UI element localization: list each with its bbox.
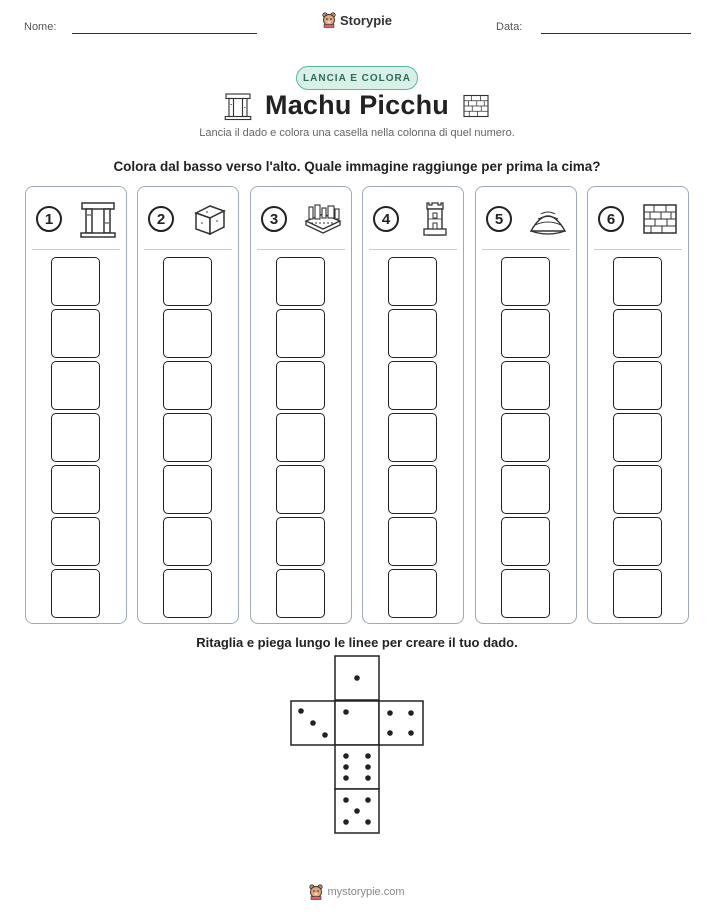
die-face-left	[291, 701, 335, 745]
color-cell[interactable]	[51, 361, 100, 410]
column-divider	[594, 249, 682, 250]
title-row	[0, 90, 714, 121]
color-cell[interactable]	[51, 569, 100, 618]
color-cell[interactable]	[51, 517, 100, 566]
color-cell[interactable]	[501, 569, 550, 618]
color-cell[interactable]	[276, 257, 325, 306]
column-divider	[369, 249, 457, 250]
column-1	[25, 186, 127, 624]
brand-logo	[0, 12, 714, 28]
color-cell[interactable]	[388, 465, 437, 514]
terraced-mountain-icon	[528, 199, 568, 239]
ruins-icon	[303, 199, 343, 239]
date-label: Data:	[496, 21, 523, 33]
column-4	[362, 186, 464, 624]
column-number: 6	[598, 206, 624, 232]
color-cell[interactable]	[276, 569, 325, 618]
column-divider	[482, 249, 570, 250]
name-label: Nome:	[24, 21, 57, 33]
color-cell[interactable]	[163, 413, 212, 462]
footer	[0, 884, 714, 900]
bear-icon	[309, 884, 323, 900]
date-field[interactable]	[541, 33, 691, 34]
column-6	[587, 186, 689, 624]
column-number: 1	[36, 206, 62, 232]
color-cell[interactable]	[501, 413, 550, 462]
subtitle: Lancia il dado e colora una casella nella colonna di quel numero.	[199, 127, 515, 139]
die-face-lower	[335, 745, 379, 789]
activity-badge: LANCIA E COLORA	[296, 66, 418, 90]
color-cell[interactable]	[501, 309, 550, 358]
color-cell[interactable]	[163, 361, 212, 410]
color-cell[interactable]	[276, 309, 325, 358]
column-2	[137, 186, 239, 624]
stone-wall-icon	[461, 91, 491, 121]
stone-block-icon	[190, 199, 230, 239]
color-cell[interactable]	[388, 257, 437, 306]
color-cell[interactable]	[276, 361, 325, 410]
color-cell[interactable]	[276, 413, 325, 462]
color-cell[interactable]	[276, 517, 325, 566]
color-cell[interactable]	[613, 413, 662, 462]
die-face-top	[335, 656, 379, 700]
stone-wall-icon	[640, 199, 680, 239]
color-cell[interactable]	[276, 465, 325, 514]
color-cell[interactable]	[163, 569, 212, 618]
column-divider	[144, 249, 232, 250]
color-cell[interactable]	[163, 309, 212, 358]
color-cell[interactable]	[613, 465, 662, 514]
color-cell[interactable]	[613, 257, 662, 306]
color-cell[interactable]	[501, 257, 550, 306]
brand-name: Storypie	[339, 12, 392, 28]
color-cell[interactable]	[501, 361, 550, 410]
color-cell[interactable]	[51, 257, 100, 306]
bear-icon	[322, 12, 336, 28]
column-divider	[32, 249, 120, 250]
color-cell[interactable]	[163, 517, 212, 566]
column-3	[250, 186, 352, 624]
tower-icon	[415, 199, 455, 239]
column-number: 4	[373, 206, 399, 232]
die-instruction: Ritaglia e piega lungo le linee per creare il tuo dado.	[196, 635, 518, 650]
color-cell[interactable]	[501, 465, 550, 514]
color-cell[interactable]	[501, 517, 550, 566]
columns-area	[25, 186, 689, 624]
column-number: 2	[148, 206, 174, 232]
color-cell[interactable]	[613, 361, 662, 410]
color-cell[interactable]	[388, 569, 437, 618]
stone-gateway-icon	[223, 91, 253, 121]
name-field[interactable]	[72, 33, 257, 34]
color-cell[interactable]	[388, 361, 437, 410]
column-divider	[257, 249, 345, 250]
color-cell[interactable]	[163, 465, 212, 514]
color-cell[interactable]	[613, 309, 662, 358]
column-number: 5	[486, 206, 512, 232]
color-cell[interactable]	[51, 465, 100, 514]
color-cell[interactable]	[163, 257, 212, 306]
color-cell[interactable]	[613, 517, 662, 566]
instruction: Colora dal basso verso l'alto. Quale immagine raggiunge per prima la cima?	[113, 159, 601, 174]
page-title: Machu Picchu	[265, 90, 449, 120]
die-face-center	[335, 701, 379, 745]
color-cell[interactable]	[388, 413, 437, 462]
color-cell[interactable]	[51, 309, 100, 358]
footer-url[interactable]: mystorypie.com	[327, 886, 405, 898]
column-5	[475, 186, 577, 624]
die-face-right	[379, 701, 423, 745]
die-face-bottom	[335, 789, 379, 833]
color-cell[interactable]	[388, 309, 437, 358]
column-number: 3	[261, 206, 287, 232]
stone-gateway-icon	[78, 199, 118, 239]
color-cell[interactable]	[613, 569, 662, 618]
color-cell[interactable]	[388, 517, 437, 566]
color-cell[interactable]	[51, 413, 100, 462]
